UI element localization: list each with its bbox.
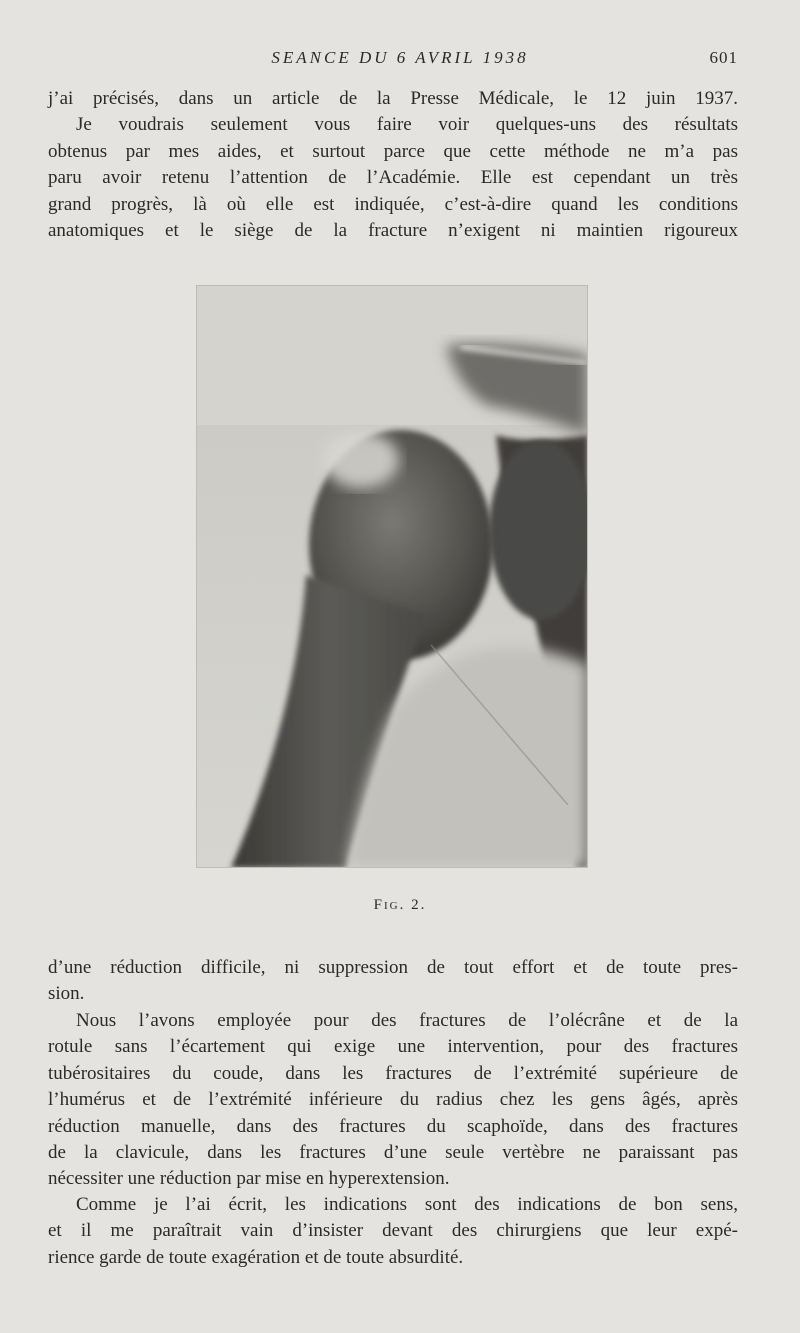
top-paragraph: [48, 86, 738, 244]
bottom-paragraph-2: [48, 1008, 738, 1193]
running-head: [0, 48, 800, 72]
text-line: d’une réduction difficile, ni suppression de tout effort et de toute pres-: [48, 957, 738, 978]
bottom-paragraph-1: [48, 955, 738, 1008]
text-line: sion.: [48, 983, 85, 1005]
text-line: j’ai précisés, dans un article de la Presse Médicale, le 12 juin 1937.: [48, 88, 738, 109]
page-number: 601: [709, 48, 738, 67]
text-line: de la clavicule, dans les fractures d’une seule vertèbre ne paraissant pas: [48, 1142, 738, 1164]
text-line: obtenus par mes aides, et surtout parce que cette méthode ne m’a pas: [48, 140, 738, 162]
xray-image: [196, 285, 588, 868]
text-line: nécessiter une réduction par mise en hyperextension.: [48, 1168, 450, 1190]
text-line: paru avoir retenu l’attention de l’Académie. Elle est cependant un très: [48, 167, 738, 189]
bottom-paragraph-3: [48, 1192, 738, 1271]
text-line: Je voudrais seulement vous faire voir quelques-uns des résultats: [76, 114, 738, 136]
text-line: réduction manuelle, dans des fractures du scaphoïde, dans des fractures: [48, 1115, 738, 1137]
text-line: grand progrès, là où elle est indiquée, c’est-à-dire quand les conditions: [48, 193, 738, 215]
text-line: Comme je l’ai écrit, les indications sont des indications de bon sens,: [76, 1194, 738, 1215]
text-line: tubérositaires du coude, dans les fractures de l’extrémité supérieure de: [48, 1062, 738, 1084]
text-line: rience garde de toute exagération et de toute absurdité.: [48, 1246, 464, 1268]
figure-caption: Fig. 2.: [373, 897, 427, 913]
xray-figure: [196, 285, 588, 868]
text-line: anatomiques et le siège de la fracture n’exigent ni maintien rigoureux: [48, 220, 738, 242]
running-head-title: SEANCE DU 6 AVRIL 1938: [271, 48, 529, 67]
text-line: l’humérus et de l’extrémité inférieure du radius chez les gens âgés, après: [48, 1089, 738, 1111]
text-line: et il me paraîtrait vain d’insister devant des chirurgiens que leur expé-: [48, 1220, 738, 1242]
text-line: Nous l’avons employée pour des fractures de l’olécrâne et de la: [76, 1010, 738, 1031]
text-line: rotule sans l’écartement qui exige une intervention, pour des fractures: [48, 1036, 738, 1058]
